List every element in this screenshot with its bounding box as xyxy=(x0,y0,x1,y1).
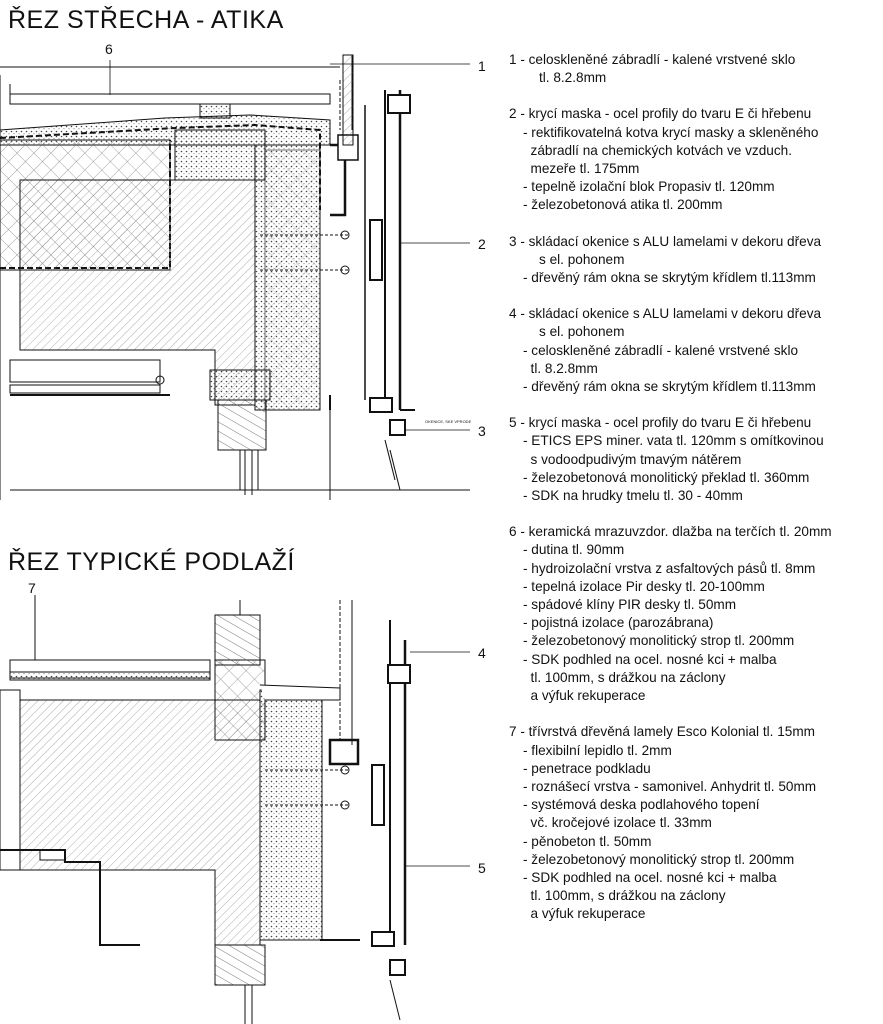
legend-entry-continuation: s el. pohonem xyxy=(539,251,625,267)
small-note: OKENICE, SKE VPRODE xyxy=(425,419,472,424)
legend-entry-line: mezeře tl. 175mm xyxy=(523,161,640,177)
legend-entry-head: 3 - skládací okenice s ALU lamelami v dekoru dřeva xyxy=(509,233,822,249)
legend-entry-head: 5 - krycí maska - ocel profily do tvaru E či hřebenu xyxy=(509,415,812,431)
legend-entry-head: 1 - celoskleněné zábradlí - kalené vrstvené sklo xyxy=(509,52,796,67)
legend-entry-line: - ETICS EPS miner. vata tl. 120mm s omítkovinou xyxy=(523,433,824,449)
legend-entry-line: - flexibilní lepidlo tl. 2mm xyxy=(523,742,672,758)
legend-entry-line: vč. kročejové izolace tl. 33mm xyxy=(523,815,712,831)
legend-entry xyxy=(509,233,881,288)
legend-entry-head: 7 - třívrstvá dřevěná lamely Esco Kolonial tl. 15mm xyxy=(509,724,815,740)
floor-leaders xyxy=(405,652,470,866)
legend-entry-line: - systémová deska podlahového topení xyxy=(523,797,760,813)
legend-entry-line: - železobetonová monolitický překlad tl. 360mm xyxy=(523,469,810,485)
window-frame-top xyxy=(215,615,260,665)
legend-entry-line: - pěnobeton tl. 50mm xyxy=(523,833,652,849)
legend-entry xyxy=(509,305,881,396)
legend-entry-line: - pojistná izolace (parozábrana) xyxy=(523,615,714,631)
callout-3: 3 xyxy=(478,423,486,439)
legend-entry-line: - železobetonový monolitický strop tl. 200mm xyxy=(523,851,795,867)
legend-entry-line: - dřevěný rám okna se skrytým křídlem tl.113mm xyxy=(523,379,816,395)
legend-entry xyxy=(509,523,881,705)
legend-entry-head: 4 - skládací okenice s ALU lamelami v dekoru dřeva xyxy=(509,306,822,322)
legend-entry xyxy=(509,51,881,87)
legend-entry-line: - tepelně izolační blok Propasiv tl. 120mm xyxy=(523,179,775,195)
legend-entry-continuation: tl. 8.2.8mm xyxy=(539,70,607,86)
legend-entry-line: - dřevěný rám okna se skrytým křídlem tl.113mm xyxy=(523,270,816,286)
paving-tile xyxy=(10,94,330,104)
legend-entry-line: zábradlí na chemických kotvách ve vzduch. xyxy=(523,142,792,158)
callout-6: 6 xyxy=(105,41,113,57)
legend-entry-line: - rektifikovatelná kotva krycí masky a skleněného xyxy=(523,124,819,140)
legend-entry-line: tl. 8.2.8mm xyxy=(523,360,598,376)
legend-entry-line: tl. 100mm, s drážkou na záclony xyxy=(523,888,726,904)
legend-entry-line: - celoskleněné zábradlí - kalené vrstvené sklo xyxy=(523,342,799,358)
legend-entry-line: - penetrace podkladu xyxy=(523,760,651,776)
legend-entry-line: - železobetonový monolitický strop tl. 200mm xyxy=(523,633,795,649)
window-frame-bottom xyxy=(215,945,265,985)
legend-entry-head: 6 - keramická mrazuvzdor. dlažba na terčích tl. 20mm xyxy=(509,524,832,540)
legend-entry-continuation: s el. pohonem xyxy=(539,324,625,340)
window-frame-roof xyxy=(218,400,266,450)
callout-7: 7 xyxy=(28,580,36,596)
legend-entry-line: a výfuk rekuperace xyxy=(523,688,646,704)
legend-entry-line: a výfuk rekuperace xyxy=(523,906,646,922)
legend-entry-line: - SDK podhled na ocel. nosné kci + malba xyxy=(523,869,777,885)
section-title-roof: ŘEZ STŘECHA - ATIKA xyxy=(8,6,284,34)
callout-2: 2 xyxy=(478,236,486,252)
legend-entry-line: - dutina tl. 90mm xyxy=(523,542,625,558)
legend-entry-line: tl. 100mm, s drážkou na záclony xyxy=(523,669,726,685)
floor-section xyxy=(0,595,410,1024)
roof-section xyxy=(0,55,470,500)
legend-entry-line: - železobetonová atika tl. 200mm xyxy=(523,197,723,213)
legend-entry xyxy=(509,723,881,923)
steel-mask-floor xyxy=(330,740,358,764)
legend-entry-line: - roznášecí vrstva - samonivel. Anhydrit tl. 50mm xyxy=(523,778,817,794)
legend-entry-line: - SDK podhled na ocel. nosné kci + malba xyxy=(523,651,777,667)
etics-insulation xyxy=(260,690,322,940)
callout-5: 5 xyxy=(478,860,486,876)
callout-1: 1 xyxy=(478,58,486,74)
legend-entry xyxy=(509,105,881,214)
section-title-floor: ŘEZ TYPICKÉ PODLAŽÍ xyxy=(8,548,295,576)
legend-entry-head: 2 - krycí maska - ocel profily do tvaru E či hřebenu xyxy=(509,106,812,122)
callout-4: 4 xyxy=(478,645,486,661)
legend-entry xyxy=(509,414,881,505)
legend-entry-line: - tepelná izolace Pir desky tl. 20-100mm xyxy=(523,578,765,594)
legend xyxy=(509,51,881,942)
legend-entry-line: - hydroizolační vrstva z asfaltových pásů tl. 8mm xyxy=(523,560,816,576)
legend-entry-line: - spádové klíny PIR desky tl. 50mm xyxy=(523,597,737,613)
legend-entry-line: s vodoodpudivým tmavým nátěrem xyxy=(523,451,742,467)
legend-entry-line: - SDK na hrudky tmelu tl. 30 - 40mm xyxy=(523,488,743,504)
